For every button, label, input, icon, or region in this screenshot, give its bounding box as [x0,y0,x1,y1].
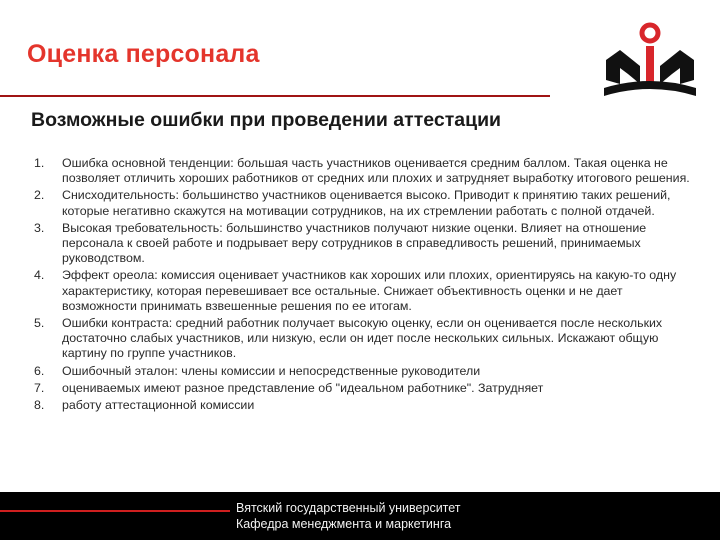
footer-text [236,500,461,532]
footer-divider [0,510,230,512]
list-item [34,188,699,218]
item-text: оцениваемых имеют разное представление об "идеальном работнике". Затрудняет [62,380,544,395]
item-text: Эффект ореола: комиссия оценивает участников как хороших или плохих, ориентируясь на какую-то одну характеристику, которая перевешивает все остальные. Снижает объективность оценки и не дает возможности принимать взвешенные решения по ее итогам. [62,268,677,313]
list-item [34,398,699,413]
footer-department: Кафедра менеджмента и маркетинга [236,517,452,531]
item-number: 8. [34,398,45,413]
university-logo-icon [600,18,700,108]
item-text: Ошибочный эталон: члены комиссии и непосредственные руководители [62,363,481,378]
item-number: 1. [34,156,45,170]
list-item [34,381,699,396]
slide-subtitle: Возможные ошибки при проведении аттестации [31,109,502,131]
title-divider [0,95,550,97]
list-item [34,156,699,186]
item-text: работу аттестационной комиссии [62,398,255,413]
item-number: 4. [34,268,45,283]
list-item [34,221,699,267]
item-number: 5. [34,316,45,331]
item-number: 3. [34,220,45,235]
item-number: 6. [34,363,45,378]
item-text: Ошибка основной тенденции: большая часть участников оценивается средним баллом. Такая оценка не позволяет отличить хороших работников от средних или плохих и затрудняет выработку итогового решения. [62,156,690,186]
footer-bar [0,492,720,540]
slide-title: Оценка персонала [27,40,260,68]
item-number: 2. [34,188,45,203]
list-item [34,316,699,362]
item-text: Ошибки контраста: средний работник получает высокую оценку, если он оценивается после нескольких достаточно слабых участников, или низкую, если он идет после нескольких сильных. Искажают общую картину по группе участников. [62,316,663,361]
item-number: 7. [34,380,45,395]
item-text: Снисходительность: большинство участников оценивается высоко. Приводит к принятию таких решений, которые негативно скажутся на мотивации сотрудников, на их стремлении работать с полной отдачей. [62,188,671,218]
errors-list [34,156,699,415]
item-text: Высокая требовательность: большинство участников получают низкие оценки. Влияет на отношение персонала к своей работе и подрывает веру сотрудников в справедливость решений, принимаемых руководством. [62,220,647,266]
list-item [34,364,699,379]
list-item [34,268,699,314]
footer-university: Вятский государственный университет [236,501,461,515]
